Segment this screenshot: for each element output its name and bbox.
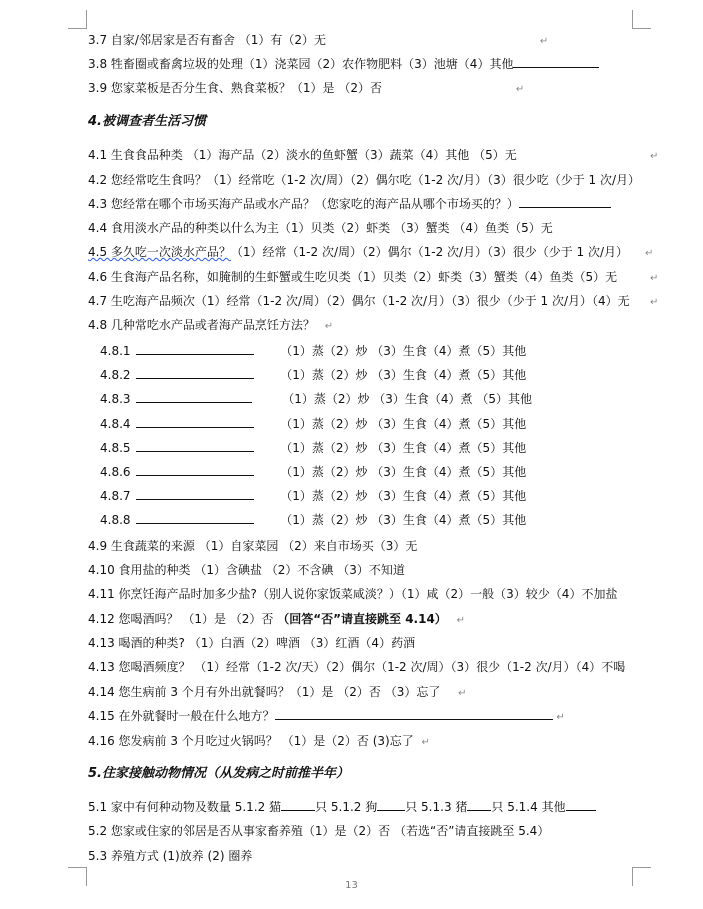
question-text: 只 5.1.4 其他	[491, 800, 566, 814]
question-4-15	[88, 708, 565, 726]
pig-count-blank[interactable]	[467, 799, 491, 811]
sub-question-4-8-3	[100, 391, 532, 407]
sub-question-options: （1）蒸（2）炒 （3）生食（4）煮 （5）其他	[282, 392, 533, 406]
question-text: 4.16 您发病前 3 个月吃过火锅吗？ （1）是（2）否 (3)忘了	[88, 734, 414, 748]
question-text: 3.9 您家菜板是否分生食、熟食菜板？（1）是 （2）否	[88, 81, 382, 95]
question-4-8	[88, 317, 333, 335]
paragraph-mark: ↵	[515, 84, 525, 95]
sub-question-options: （1）蒸（2）炒 （3）生食（4）煮（5）其他	[280, 344, 527, 358]
question-5-1	[88, 799, 596, 815]
question-4-16	[88, 733, 430, 751]
question-text: 4.3 您经常在哪个市场买海产品或水产品？（您家吃的海产品从哪个市场买的？）	[88, 197, 519, 211]
sub-question-options: （1）蒸（2）炒 （3）生食（4）煮（5）其他	[280, 489, 527, 503]
question-4-12	[88, 611, 465, 629]
section-title: 4.被调查者生活习惯	[88, 114, 206, 129]
paragraph-mark: ↵	[421, 737, 430, 748]
answer-blank[interactable]	[136, 512, 254, 524]
question-4-14	[88, 684, 467, 702]
sub-question-options: （1）蒸（2）炒 （3）生食（4）煮（5）其他	[280, 465, 527, 479]
sub-question-label: 4.8.6	[100, 465, 131, 479]
crop-mark-top-right	[632, 10, 651, 29]
question-3-9	[88, 80, 524, 98]
question-text: 4.13 您喝酒频度？ （1）经常（1-2 次/天）（2）偶尔（1-2 次/周）（3）很少（1-2 次/月）（4）不喝	[88, 660, 626, 674]
paragraph-mark: ↵	[650, 297, 659, 308]
question-text: 3.8 牲畜圈或畜禽垃圾的处理（1）浇菜园（2）农作物肥料（3）池塘（4）其他	[88, 57, 514, 71]
question-5-2	[88, 823, 549, 839]
question-text: 3.7 自家/邻居家是否有畜舍 （1）有（2）无	[88, 33, 327, 47]
paragraph-mark: ↵	[456, 615, 466, 626]
section-5-heading	[88, 766, 349, 782]
answer-blank[interactable]	[136, 343, 254, 355]
question-text: 4.1 生食食品种类 （1）海产品（2）淡水的鱼虾蟹（3）蔬菜（4）其他 （5）无	[88, 148, 517, 162]
question-4-1	[88, 147, 517, 163]
question-3-7	[88, 32, 548, 50]
question-text: 4.7 生吃海产品频次（1）经常（1-2 次/周）（2）偶尔（1-2 次/月）（3）很少（少于 1 次/月）（4）无	[88, 294, 630, 308]
skip-instruction: （回答“否”请直接跳至 4.14）	[277, 612, 447, 626]
answer-blank[interactable]	[136, 391, 252, 403]
paragraph-mark: ↵	[650, 151, 659, 162]
paragraph-mark: ↵	[539, 36, 549, 47]
answer-blank[interactable]	[136, 488, 254, 500]
question-text: 4.4 食用淡水产品的种类以什么为主（1）贝类（2）虾类 （3）蟹类 （4）鱼类（5）无	[88, 221, 553, 235]
sub-question-options: （1）蒸（2）炒 （3）生食（4）煮（5）其他	[280, 441, 527, 455]
sub-question-options: （1）蒸（2）炒 （3）生食（4）煮（5）其他	[280, 368, 527, 382]
cat-count-blank[interactable]	[281, 799, 315, 811]
question-text: 5.2 您家或住家的邻居是否从事家畜养殖（1）是（2）否 （若选“否”请直接跳至 5.4）	[88, 824, 550, 838]
question-text: 4.9 生食蔬菜的来源 （1）自家菜园 （2）来自市场买（3）无	[88, 539, 418, 553]
question-4-2	[88, 172, 640, 188]
question-3-8	[88, 56, 599, 72]
sub-question-options: （1）蒸（2）炒 （3）生食（4）煮（5）其他	[280, 513, 527, 527]
question-text: 4.15 在外就餐时一般在什么地方？	[88, 709, 275, 723]
sub-question-label: 4.8.2	[100, 368, 131, 382]
sub-question-label: 4.8.1	[100, 344, 131, 358]
sub-question-4-8-7	[100, 488, 526, 504]
page-number: 13	[345, 880, 358, 891]
answer-blank[interactable]	[275, 708, 553, 720]
sub-question-options: （1）蒸（2）炒 （3）生食（4）煮（5）其他	[280, 417, 527, 431]
question-text: 5.3 养殖方式 (1)放养 (2) 圈养	[88, 849, 253, 863]
question-4-13-type	[88, 635, 415, 651]
sub-question-label: 4.8.4	[100, 417, 131, 431]
paragraph-mark: ↵	[650, 273, 659, 284]
answer-blank[interactable]	[136, 464, 254, 476]
question-text: 4.14 您生病前 3 个月有外出就餐吗？（1）是 （2）否 （3）忘了	[88, 685, 441, 699]
question-text: 4.6 生食海产品名称，如腌制的生虾蟹或生吃贝类（1）贝类（2）虾类（3）蟹类（4）鱼类（5）无	[88, 270, 618, 284]
paragraph-mark: ↵	[645, 248, 654, 259]
question-4-3	[88, 196, 611, 212]
question-4-5	[88, 244, 628, 260]
sub-question-4-8-6	[100, 464, 526, 480]
question-text: 4.10 食用盐的种类 （1）含碘盐 （2）不含碘 （3）不知道	[88, 563, 405, 577]
question-4-4	[88, 220, 553, 236]
question-4-11	[88, 586, 617, 602]
answer-blank[interactable]	[136, 440, 254, 452]
question-4-7	[88, 293, 630, 309]
paragraph-mark: ↵	[556, 712, 565, 723]
answer-blank[interactable]	[513, 56, 599, 68]
section-4-heading	[88, 114, 206, 130]
other-count-blank[interactable]	[566, 799, 596, 811]
question-5-3	[88, 848, 252, 864]
question-text: 4.13 喝酒的种类? （1）白酒（2）啤酒 （3）红酒（4）药酒	[88, 636, 416, 650]
sub-question-label: 4.8.7	[100, 489, 131, 503]
question-text: 4.11 你烹饪海产品时加多少盐?（别人说你家饭菜咸淡？）（1）咸（2）一般（3）较少（4）不加盐	[88, 587, 618, 601]
question-4-6	[88, 269, 617, 285]
question-4-13-frequency	[88, 659, 625, 675]
question-text: 只 5.1.3 猪	[405, 800, 468, 814]
question-4-9	[88, 538, 417, 554]
question-text: 4.5 多久吃一次淡水产品？	[88, 245, 231, 259]
sub-question-label: 4.8.5	[100, 441, 131, 455]
paragraph-mark: ↵	[324, 321, 334, 332]
question-text: 5.1 家中有何种动物及数量 5.1.2 猫	[88, 800, 282, 814]
sub-question-4-8-1	[100, 343, 526, 359]
sub-question-4-8-8	[100, 512, 526, 528]
sub-question-label: 4.8.3	[100, 392, 131, 406]
question-4-10	[88, 562, 405, 578]
answer-blank[interactable]	[136, 416, 254, 428]
answer-blank[interactable]	[136, 367, 254, 379]
sub-question-4-8-2	[100, 367, 526, 383]
question-text: 4.12 您喝酒吗？ （1）是 （2）否	[88, 612, 278, 626]
paragraph-mark: ↵	[458, 688, 467, 699]
sub-question-label: 4.8.8	[100, 513, 131, 527]
answer-blank[interactable]	[519, 196, 611, 208]
question-text: 4.8 几种常吃水产品或者海产品烹饪方法？	[88, 318, 315, 332]
question-text: 4.2 您经常吃生食吗？（1）经常吃（1-2 次/周）（2）偶尔吃（1-2 次/月）（3）很少吃（少于 1 次/月）	[88, 173, 641, 187]
dog-count-blank[interactable]	[377, 799, 405, 811]
question-text: 只 5.1.2 狗	[315, 800, 378, 814]
crop-mark-top-left	[68, 10, 87, 29]
question-options: （1）经常（1-2 次/周）（2）偶尔（1-2 次/月）（3）很少（少于 1 次/月）	[230, 245, 629, 259]
sub-question-4-8-5	[100, 440, 526, 456]
sub-question-4-8-4	[100, 416, 526, 432]
section-title: 5.住家接触动物情况（从发病之时前推半年）	[88, 766, 349, 781]
